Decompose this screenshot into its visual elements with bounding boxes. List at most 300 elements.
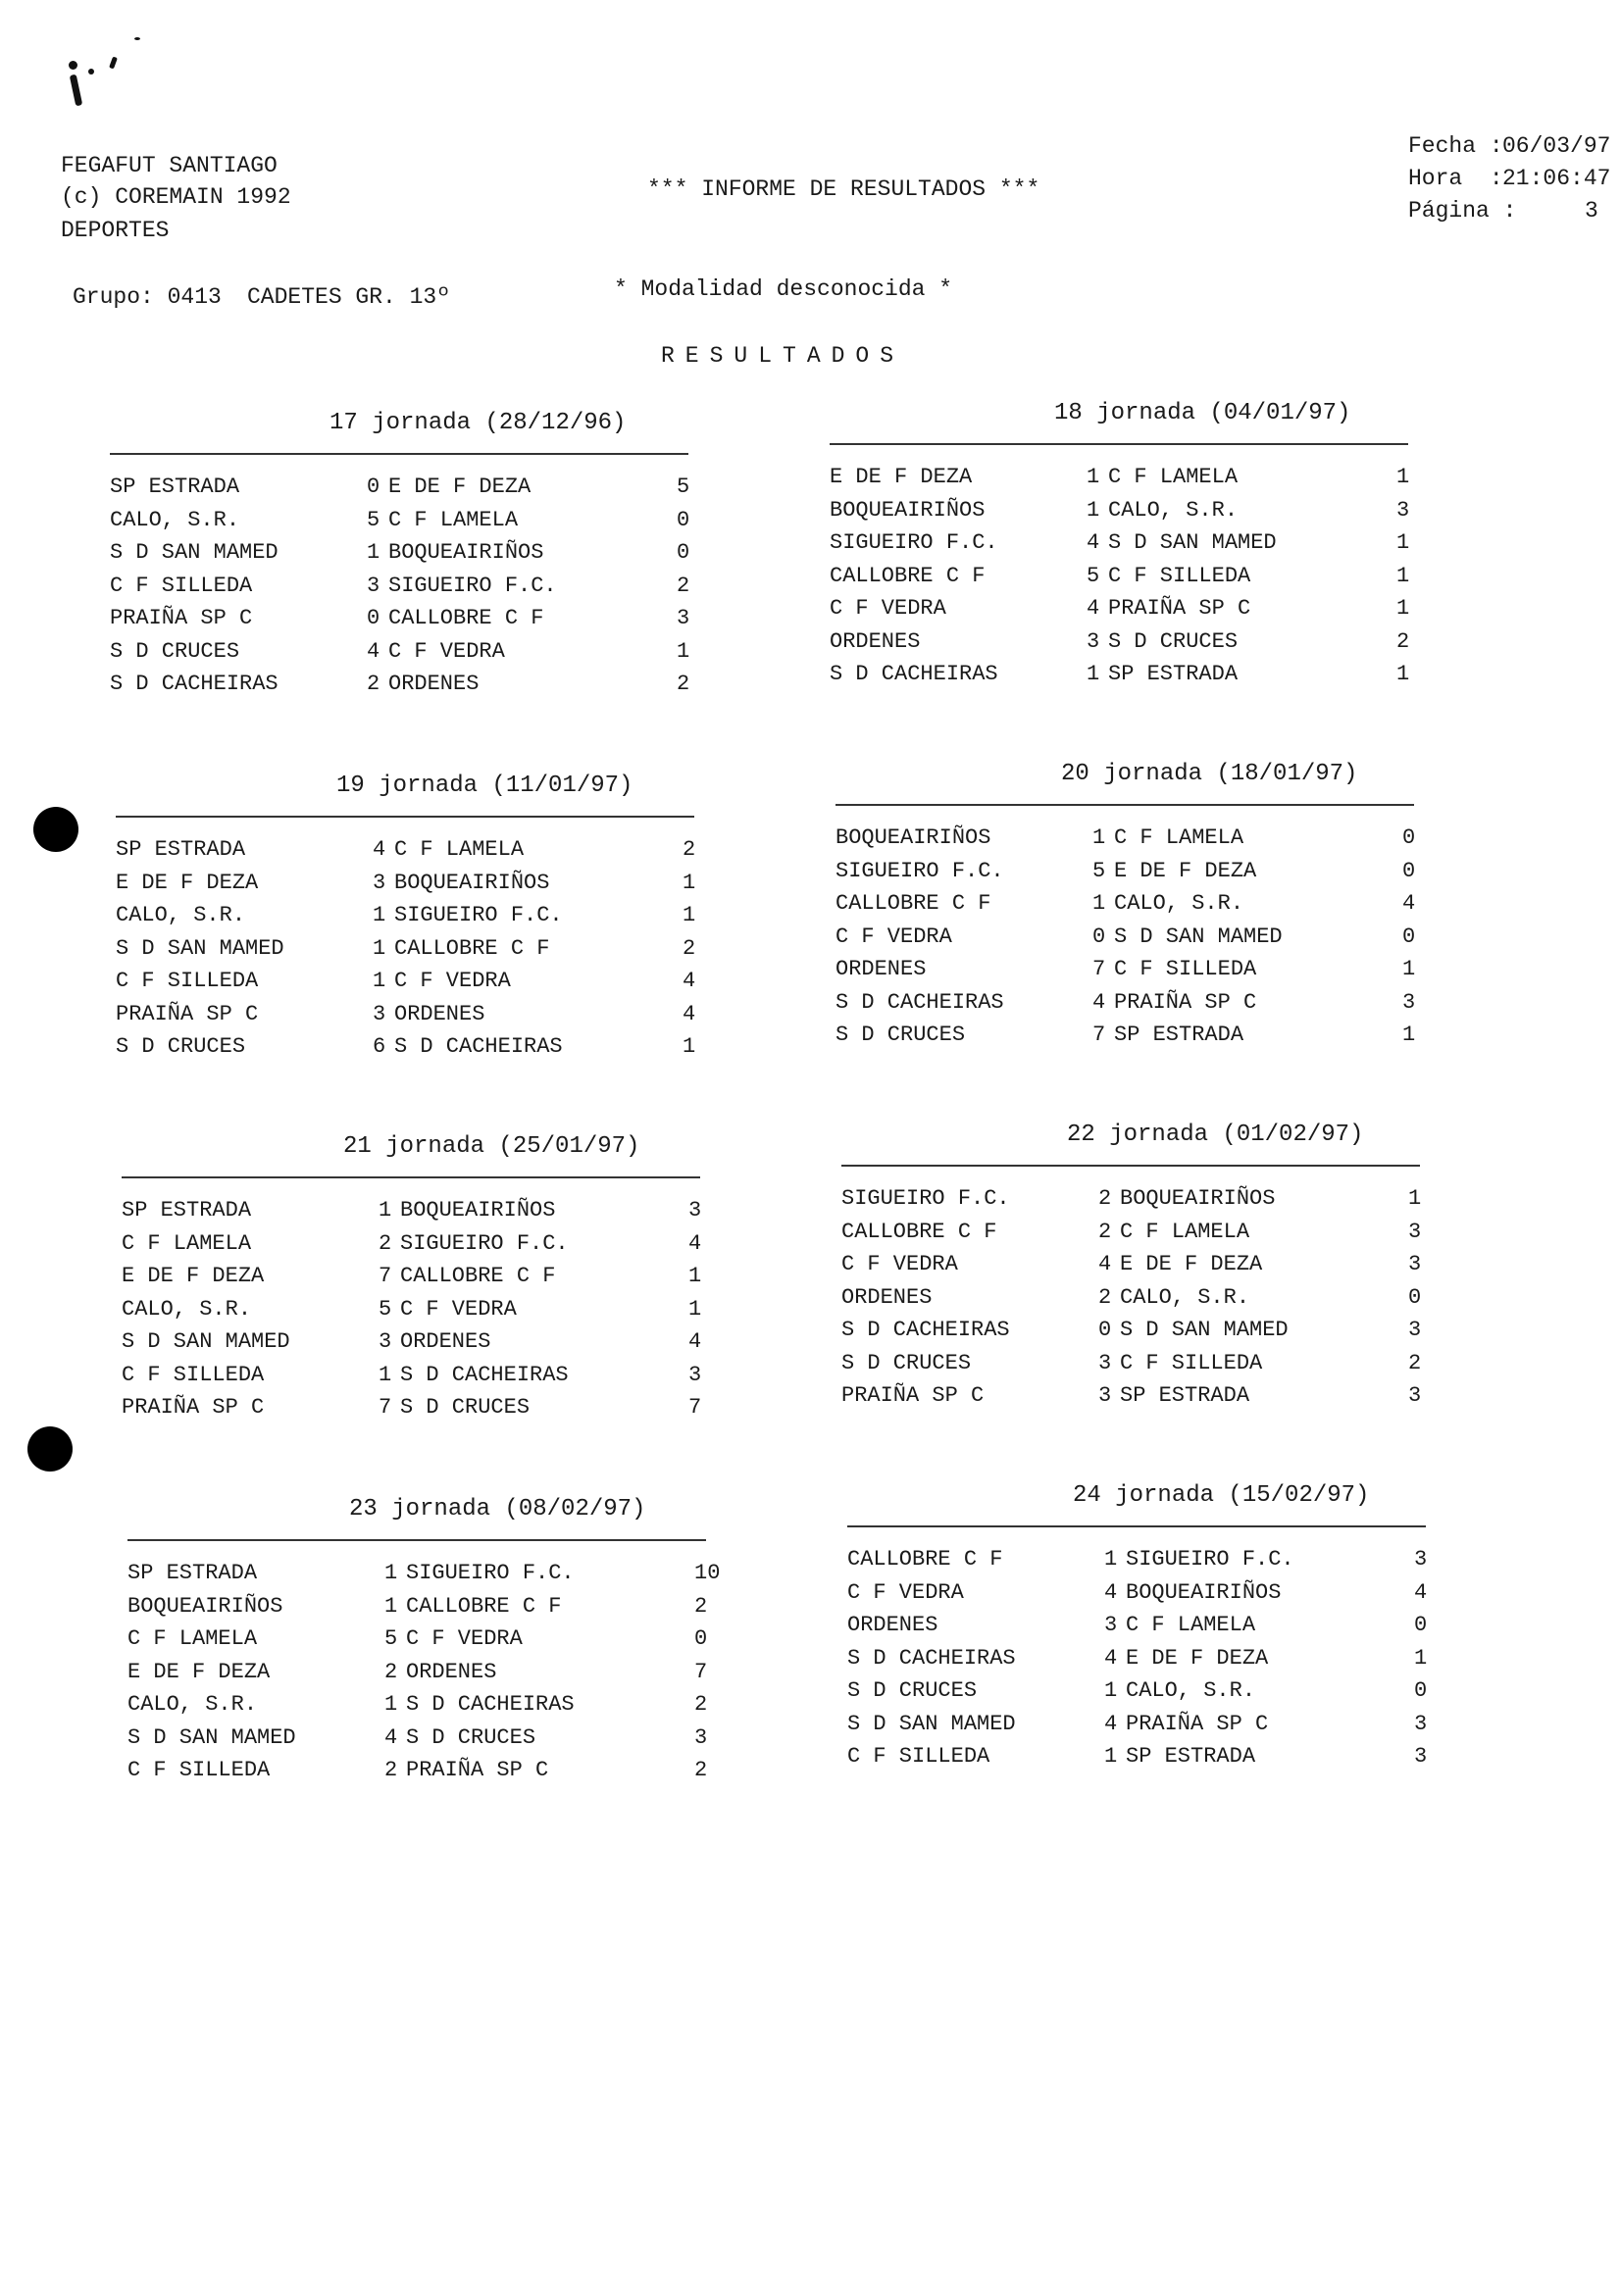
match-row [110, 639, 698, 672]
away-score: 3 [1414, 1547, 1428, 1572]
home-score: 1 [379, 1362, 392, 1387]
away-team: CALO, S.R. [1114, 891, 1244, 916]
hora-value: 21:06:47 [1502, 166, 1611, 191]
scan-speck [134, 37, 140, 40]
away-team: ORDENES [388, 672, 480, 696]
home-team: S D CACHEIRAS [835, 989, 1004, 1015]
home-team: C F LAMELA [122, 1230, 252, 1256]
away-score: 4 [1414, 1579, 1428, 1605]
away-team: ORDENES [400, 1329, 491, 1354]
home-team: SIGUEIRO F.C. [841, 1186, 1010, 1211]
home-score: 3 [1087, 628, 1100, 654]
jornada-rule [122, 1176, 700, 1178]
match-row [835, 957, 1424, 989]
home-team: PRAIÑA SP C [116, 1001, 259, 1026]
away-score: 2 [1408, 1350, 1422, 1375]
match-row [127, 1561, 721, 1593]
home-team: BOQUEAIRIÑOS [127, 1593, 283, 1619]
home-team: S D CRUCES [847, 1678, 978, 1703]
home-team: C F VEDRA [835, 923, 952, 949]
home-score: 4 [367, 638, 380, 664]
home-score: 1 [373, 903, 386, 927]
match-row [847, 1646, 1436, 1678]
fecha-label: Fecha : [1408, 133, 1503, 159]
home-team: CALLOBRE C F [847, 1547, 1003, 1572]
home-score: 3 [1098, 1350, 1112, 1375]
punch-hole [33, 807, 78, 852]
away-team: C F LAMELA [1114, 825, 1244, 850]
away-team: S D SAN MAMED [1114, 923, 1283, 949]
away-score: 2 [677, 573, 690, 598]
jornada-title: 21 jornada (25/01/97) [343, 1133, 640, 1160]
home-score: 0 [367, 474, 380, 499]
home-score: 2 [1098, 1219, 1112, 1244]
away-team: C F SILLEDA [1120, 1350, 1263, 1375]
away-score: 3 [1414, 1744, 1428, 1769]
away-team: SIGUEIRO F.C. [400, 1230, 569, 1256]
away-team: E DE F DEZA [388, 474, 532, 499]
home-team: SIGUEIRO F.C. [830, 530, 998, 555]
match-row [830, 498, 1418, 530]
away-team: SP ESTRADA [1120, 1383, 1250, 1408]
home-team: S D CRUCES [116, 1034, 246, 1059]
away-team: S D CRUCES [400, 1395, 531, 1420]
home-team: SP ESTRADA [110, 474, 240, 499]
away-team: CALO, S.R. [1120, 1284, 1250, 1310]
away-team: BOQUEAIRIÑOS [388, 540, 544, 565]
match-row [122, 1231, 710, 1264]
home-team: C F SILLEDA [110, 573, 253, 598]
match-row [835, 990, 1424, 1023]
match-row [122, 1264, 710, 1296]
scan-speck [109, 57, 118, 70]
away-team: E DE F DEZA [1114, 858, 1257, 883]
away-score: 3 [1408, 1383, 1422, 1408]
away-score: 3 [1414, 1711, 1428, 1736]
home-team: C F SILLEDA [847, 1744, 990, 1769]
jornada-title: 19 jornada (11/01/97) [336, 773, 633, 799]
home-score: 1 [384, 1561, 398, 1585]
home-score: 6 [373, 1034, 386, 1059]
home-team: SP ESTRADA [127, 1561, 258, 1585]
home-score: 1 [367, 540, 380, 565]
home-team: E DE F DEZA [830, 465, 973, 489]
away-team: C F LAMELA [1108, 465, 1239, 489]
jornada-title: 20 jornada (18/01/97) [1061, 761, 1358, 787]
match-row [127, 1594, 716, 1626]
home-score: 0 [1092, 923, 1106, 949]
away-score: 3 [688, 1362, 702, 1387]
away-score: 2 [694, 1593, 708, 1619]
home-score: 2 [1098, 1284, 1112, 1310]
match-row [841, 1351, 1430, 1383]
match-row [110, 574, 698, 606]
jornada-rule [830, 443, 1408, 445]
scan-speck [70, 75, 83, 107]
away-score: 1 [1396, 530, 1410, 555]
match-row [127, 1692, 716, 1724]
away-team: S D SAN MAMED [1108, 530, 1277, 555]
match-row [847, 1580, 1436, 1613]
away-team: C F VEDRA [400, 1296, 517, 1322]
away-team: CALLOBRE C F [400, 1264, 556, 1288]
away-score: 0 [677, 507, 690, 532]
home-score: 1 [1087, 497, 1100, 523]
scan-speck [69, 61, 77, 70]
home-team: ORDENES [830, 628, 921, 654]
home-score: 1 [1087, 465, 1100, 489]
away-team: BOQUEAIRIÑOS [394, 870, 550, 895]
away-team: BOQUEAIRIÑOS [1126, 1579, 1282, 1605]
away-score: 0 [1414, 1613, 1428, 1637]
home-team: S D CRUCES [841, 1350, 972, 1375]
away-team: PRAIÑA SP C [1126, 1711, 1269, 1736]
home-team: CALLOBRE C F [835, 891, 991, 916]
home-team: S D SAN MAMED [110, 540, 278, 565]
match-row [110, 672, 698, 704]
match-row [835, 1023, 1424, 1055]
away-score: 2 [677, 672, 690, 696]
match-row [116, 837, 704, 870]
jornada-title: 17 jornada (28/12/96) [329, 410, 627, 436]
hora-label: Hora : [1408, 166, 1503, 191]
away-team: CALO, S.R. [1126, 1678, 1256, 1703]
away-team: S D CACHEIRAS [406, 1692, 575, 1717]
home-score: 1 [384, 1593, 398, 1619]
away-score: 2 [1396, 628, 1410, 654]
home-score: 2 [379, 1230, 392, 1256]
home-team: C F SILLEDA [116, 969, 259, 993]
home-score: 3 [373, 870, 386, 895]
away-score: 1 [1396, 563, 1410, 588]
home-team: BOQUEAIRIÑOS [830, 497, 986, 523]
home-score: 5 [384, 1626, 398, 1651]
match-row [116, 903, 704, 935]
match-row [127, 1758, 716, 1790]
away-team: S D CRUCES [406, 1724, 536, 1750]
home-score: 5 [1087, 563, 1100, 588]
home-score: 1 [373, 935, 386, 961]
away-team: CALLOBRE C F [406, 1593, 562, 1619]
match-row [122, 1297, 710, 1329]
home-score: 3 [1098, 1383, 1112, 1408]
away-team: C F LAMELA [388, 507, 519, 532]
match-row [110, 474, 698, 507]
match-row [122, 1395, 710, 1427]
away-score: 1 [1408, 1186, 1422, 1211]
home-team: S D CRUCES [835, 1023, 966, 1047]
home-team: S D CRUCES [110, 638, 240, 664]
home-team: C F LAMELA [127, 1626, 258, 1651]
home-team: CALO, S.R. [122, 1296, 252, 1322]
home-score: 4 [1098, 1252, 1112, 1276]
copyright: (c) COREMAIN 1992 [61, 184, 291, 210]
match-row [127, 1725, 716, 1758]
pagina-value: 3 [1585, 198, 1598, 224]
jornada-rule [835, 804, 1414, 806]
away-team: E DE F DEZA [1126, 1645, 1269, 1671]
away-score: 0 [694, 1626, 708, 1651]
home-score: 3 [379, 1329, 392, 1354]
away-team: C F VEDRA [394, 969, 511, 993]
away-score: 0 [1402, 825, 1416, 850]
away-team: BOQUEAIRIÑOS [1120, 1186, 1276, 1211]
away-team: SP ESTRADA [1114, 1023, 1244, 1047]
home-score: 4 [1087, 530, 1100, 555]
away-team: SIGUEIRO F.C. [388, 573, 557, 598]
away-score: 0 [677, 540, 690, 565]
away-score: 3 [688, 1198, 702, 1223]
home-team: ORDENES [841, 1284, 933, 1310]
away-team: C F VEDRA [406, 1626, 523, 1651]
away-team: SP ESTRADA [1126, 1744, 1256, 1769]
match-row [841, 1220, 1430, 1252]
home-score: 7 [1092, 957, 1106, 981]
home-score: 1 [384, 1692, 398, 1717]
home-team: CALO, S.R. [127, 1692, 258, 1717]
match-row [847, 1712, 1436, 1744]
away-team: C F LAMELA [1126, 1613, 1256, 1637]
away-score: 1 [688, 1296, 702, 1322]
away-team: C F LAMELA [394, 837, 525, 862]
match-row [116, 969, 704, 1001]
jornada-rule [841, 1165, 1420, 1167]
report-title: *** INFORME DE RESULTADOS *** [647, 176, 1040, 202]
away-score: 0 [1402, 923, 1416, 949]
match-row [841, 1186, 1430, 1219]
home-score: 3 [1104, 1613, 1118, 1637]
home-team: S D CACHEIRAS [847, 1645, 1016, 1671]
match-row [122, 1329, 710, 1362]
match-row [830, 662, 1418, 694]
home-score: 1 [1087, 662, 1100, 686]
away-team: SIGUEIRO F.C. [394, 903, 563, 927]
away-team: S D SAN MAMED [1120, 1318, 1289, 1342]
away-score: 3 [1402, 989, 1416, 1015]
away-team: BOQUEAIRIÑOS [400, 1198, 556, 1223]
jornada-rule [116, 816, 694, 818]
match-row [116, 1034, 704, 1067]
group-label: Grupo: 0413 [73, 284, 222, 310]
home-score: 4 [373, 837, 386, 862]
home-score: 1 [1092, 825, 1106, 850]
jornada-title: 18 jornada (04/01/97) [1054, 400, 1351, 426]
away-team: C F VEDRA [388, 638, 505, 664]
match-row [110, 508, 698, 540]
home-team: C F VEDRA [830, 596, 946, 621]
home-team: CALO, S.R. [116, 903, 246, 927]
away-score: 1 [1396, 596, 1410, 621]
home-score: 4 [384, 1724, 398, 1750]
away-score: 0 [1402, 858, 1416, 883]
match-row [110, 540, 698, 573]
match-row [116, 1002, 704, 1034]
match-row [841, 1318, 1430, 1350]
match-row [847, 1547, 1436, 1579]
away-team: C F LAMELA [1120, 1219, 1250, 1244]
jornada-title: 24 jornada (15/02/97) [1073, 1482, 1370, 1509]
match-row [127, 1626, 716, 1659]
match-row [830, 596, 1418, 628]
match-row [116, 936, 704, 969]
away-score: 7 [694, 1659, 708, 1684]
away-score: 1 [683, 1034, 696, 1059]
away-team: CALLOBRE C F [388, 606, 544, 630]
away-team: CALLOBRE C F [394, 935, 550, 961]
home-team: SP ESTRADA [116, 837, 246, 862]
home-team: S D SAN MAMED [116, 935, 284, 961]
jornada-rule [847, 1525, 1426, 1527]
home-score: 1 [373, 969, 386, 993]
away-team: S D CACHEIRAS [400, 1362, 569, 1387]
home-score: 1 [1104, 1744, 1118, 1769]
jornada-rule [110, 453, 688, 455]
home-team: E DE F DEZA [116, 870, 259, 895]
away-score: 3 [1408, 1219, 1422, 1244]
away-team: ORDENES [406, 1659, 497, 1684]
match-row [841, 1383, 1430, 1416]
home-team: CALLOBRE C F [830, 563, 986, 588]
home-team: E DE F DEZA [122, 1264, 265, 1288]
modalidad: * Modalidad desconocida * [614, 276, 953, 302]
home-team: CALLOBRE C F [841, 1219, 997, 1244]
home-team: C F SILLEDA [127, 1758, 271, 1782]
home-score: 7 [379, 1264, 392, 1288]
away-score: 10 [694, 1561, 721, 1585]
home-score: 0 [367, 606, 380, 630]
away-team: E DE F DEZA [1120, 1252, 1263, 1276]
away-score: 2 [683, 837, 696, 862]
home-team: S D CACHEIRAS [841, 1318, 1010, 1342]
punch-hole [27, 1426, 73, 1472]
away-team: C F SILLEDA [1114, 957, 1257, 981]
away-score: 1 [683, 870, 696, 895]
fecha-value: 06/03/97 [1502, 133, 1611, 159]
away-score: 0 [1414, 1678, 1428, 1703]
away-team: ORDENES [394, 1001, 485, 1026]
pagina-label: Página : [1408, 198, 1517, 224]
match-row [122, 1198, 710, 1230]
home-score: 4 [1104, 1579, 1118, 1605]
jornada-title: 22 jornada (01/02/97) [1067, 1122, 1364, 1148]
section-title: RESULTADOS [661, 343, 905, 369]
away-score: 0 [1408, 1284, 1422, 1310]
match-row [841, 1252, 1430, 1284]
org-name: FEGAFUT SANTIAGO [61, 153, 278, 178]
home-score: 2 [384, 1659, 398, 1684]
match-row [847, 1613, 1436, 1645]
match-row [127, 1660, 716, 1692]
home-team: S D SAN MAMED [122, 1329, 290, 1354]
home-score: 3 [373, 1001, 386, 1026]
home-team: PRAIÑA SP C [110, 606, 253, 630]
home-team: S D SAN MAMED [127, 1724, 296, 1750]
match-row [835, 859, 1424, 891]
away-team: C F SILLEDA [1108, 563, 1251, 588]
away-team: S D CRUCES [1108, 628, 1239, 654]
home-score: 1 [1104, 1547, 1118, 1572]
home-team: PRAIÑA SP C [122, 1395, 265, 1420]
home-score: 2 [1098, 1186, 1112, 1211]
home-score: 4 [1104, 1711, 1118, 1736]
away-score: 1 [683, 903, 696, 927]
away-score: 4 [688, 1230, 702, 1256]
home-score: 5 [367, 507, 380, 532]
away-team: S D CACHEIRAS [394, 1034, 563, 1059]
home-score: 7 [379, 1395, 392, 1420]
match-row [847, 1744, 1436, 1776]
away-team: SIGUEIRO F.C. [406, 1561, 575, 1585]
away-team: PRAIÑA SP C [1108, 596, 1251, 621]
away-score: 7 [688, 1395, 702, 1420]
away-team: SP ESTRADA [1108, 662, 1239, 686]
match-row [841, 1285, 1430, 1318]
group-name: CADETES GR. 13º [247, 284, 451, 310]
match-row [835, 825, 1424, 858]
match-row [835, 891, 1424, 923]
home-team: ORDENES [847, 1613, 938, 1637]
away-score: 5 [677, 474, 690, 499]
home-team: C F VEDRA [841, 1252, 958, 1276]
home-team: S D CACHEIRAS [830, 662, 998, 686]
away-score: 4 [688, 1329, 702, 1354]
away-team: PRAIÑA SP C [406, 1758, 549, 1782]
home-team: ORDENES [835, 957, 927, 981]
away-team: CALO, S.R. [1108, 497, 1239, 523]
away-score: 4 [683, 969, 696, 993]
away-score: 1 [688, 1264, 702, 1288]
department: DEPORTES [61, 218, 170, 243]
match-row [847, 1678, 1436, 1711]
away-score: 4 [683, 1001, 696, 1026]
scan-speck [88, 69, 94, 75]
home-team: C F VEDRA [847, 1579, 964, 1605]
home-team: S D CACHEIRAS [110, 672, 278, 696]
match-row [830, 465, 1418, 497]
home-score: 1 [379, 1198, 392, 1223]
away-score: 1 [1396, 662, 1410, 686]
away-team: PRAIÑA SP C [1114, 989, 1257, 1015]
home-score: 4 [1092, 989, 1106, 1015]
away-score: 3 [1396, 497, 1410, 523]
match-row [830, 530, 1418, 563]
away-score: 2 [694, 1692, 708, 1717]
jornada-title: 23 jornada (08/02/97) [349, 1496, 646, 1522]
home-team: CALO, S.R. [110, 507, 240, 532]
away-score: 3 [694, 1724, 708, 1750]
home-team: PRAIÑA SP C [841, 1383, 985, 1408]
home-score: 2 [367, 672, 380, 696]
match-row [830, 564, 1418, 596]
home-team: BOQUEAIRIÑOS [835, 825, 991, 850]
away-score: 2 [694, 1758, 708, 1782]
away-score: 1 [677, 638, 690, 664]
home-team: C F SILLEDA [122, 1362, 265, 1387]
home-score: 1 [1092, 891, 1106, 916]
away-score: 3 [677, 606, 690, 630]
away-team: SIGUEIRO F.C. [1126, 1547, 1294, 1572]
home-team: E DE F DEZA [127, 1659, 271, 1684]
home-team: SP ESTRADA [122, 1198, 252, 1223]
home-team: S D SAN MAMED [847, 1711, 1016, 1736]
away-score: 3 [1408, 1318, 1422, 1342]
home-score: 4 [1087, 596, 1100, 621]
away-score: 1 [1402, 957, 1416, 981]
match-row [110, 606, 698, 638]
away-score: 3 [1408, 1252, 1422, 1276]
away-score: 4 [1402, 891, 1416, 916]
jornada-rule [127, 1539, 706, 1541]
